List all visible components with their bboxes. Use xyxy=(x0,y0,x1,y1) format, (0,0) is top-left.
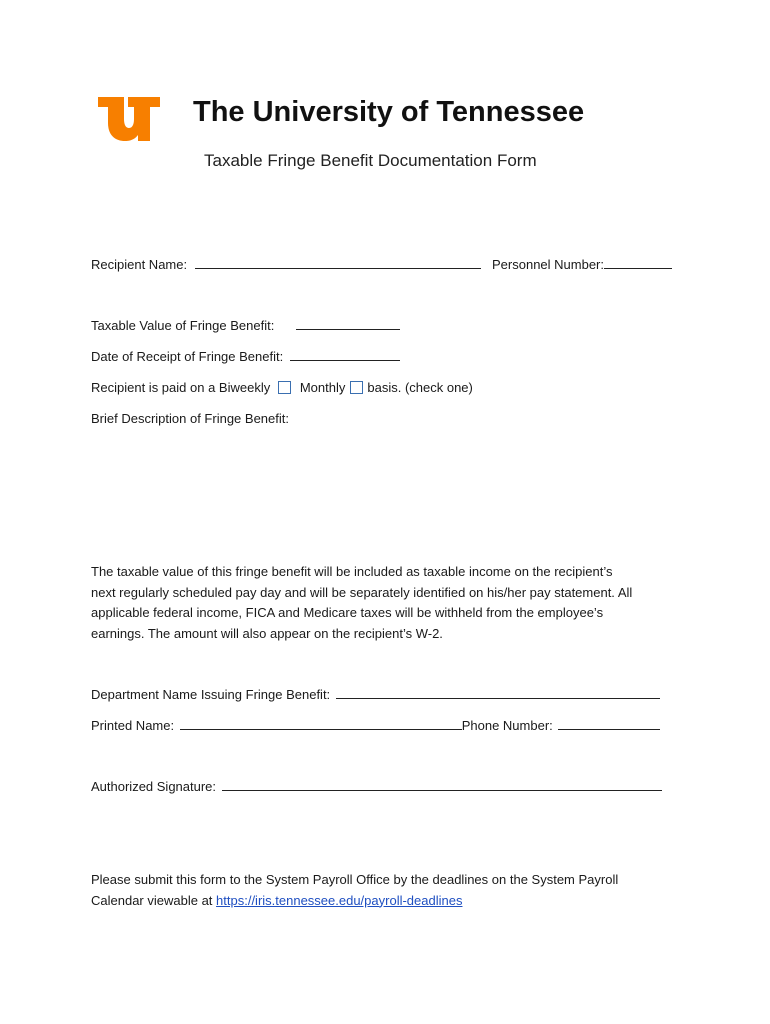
ut-logo xyxy=(98,97,160,141)
page-title: The University of Tennessee xyxy=(193,96,585,128)
notice-line: earnings. The amount will also appear on the recipient’s W-2. xyxy=(91,625,443,641)
submission-note xyxy=(91,870,691,911)
department-field[interactable] xyxy=(336,686,660,699)
basis-label: basis. (check one) xyxy=(367,380,473,395)
printed-name-row xyxy=(91,717,660,735)
date-of-receipt-row xyxy=(91,348,400,366)
form-subtitle: Taxable Fringe Benefit Documentation Form xyxy=(204,151,537,170)
biweekly-label: Recipient is paid on a Biweekly xyxy=(91,380,271,395)
phone-number-field[interactable] xyxy=(558,717,660,730)
description-area[interactable] xyxy=(91,432,681,542)
description-label: Brief Description of Fringe Benefit: xyxy=(91,411,289,426)
monthly-label: Monthly xyxy=(299,380,346,395)
date-of-receipt-field[interactable] xyxy=(290,348,400,361)
taxable-value-row xyxy=(91,317,400,335)
notice-paragraph xyxy=(91,562,691,644)
department-label: Department Name Issuing Fringe Benefit: xyxy=(91,687,331,702)
taxable-value-field[interactable] xyxy=(296,317,400,330)
printed-name-field[interactable] xyxy=(180,717,462,730)
payroll-deadlines-link[interactable]: https://iris.tennessee.edu/payroll-deadlines xyxy=(216,892,463,908)
submission-line-2 xyxy=(91,891,691,912)
pay-frequency-row xyxy=(91,379,473,397)
signature-field[interactable] xyxy=(222,778,662,791)
date-of-receipt-label: Date of Receipt of Fringe Benefit: xyxy=(91,349,284,364)
submission-line-2-prefix: Calendar viewable at xyxy=(91,892,217,908)
recipient-name-row xyxy=(91,256,481,274)
notice-line: next regularly scheduled pay day and will be separately identified on his/her pay statement. All xyxy=(91,584,633,600)
signature-label: Authorized Signature: xyxy=(91,779,217,794)
taxable-value-label: Taxable Value of Fringe Benefit: xyxy=(91,318,275,333)
recipient-name-label: Recipient Name: xyxy=(91,257,188,272)
printed-name-label: Printed Name: xyxy=(91,718,175,733)
personnel-number-row xyxy=(492,256,672,274)
phone-number-label: Phone Number: xyxy=(461,718,553,733)
recipient-name-field[interactable] xyxy=(195,256,481,269)
monthly-checkbox[interactable] xyxy=(350,381,363,394)
signature-row xyxy=(91,778,662,796)
notice-line: applicable federal income, FICA and Medicare taxes will be withheld from the employee’s xyxy=(91,605,604,620)
personnel-number-field[interactable] xyxy=(604,256,672,269)
submission-line-1: Please submit this form to the System Payroll Office by the deadlines on the System Payroll xyxy=(91,872,619,887)
personnel-number-label: Personnel Number: xyxy=(492,257,604,272)
notice-line: The taxable value of this fringe benefit will be included as taxable income on the recipient’s xyxy=(91,564,613,579)
biweekly-checkbox[interactable] xyxy=(278,381,291,394)
department-row xyxy=(91,686,660,704)
